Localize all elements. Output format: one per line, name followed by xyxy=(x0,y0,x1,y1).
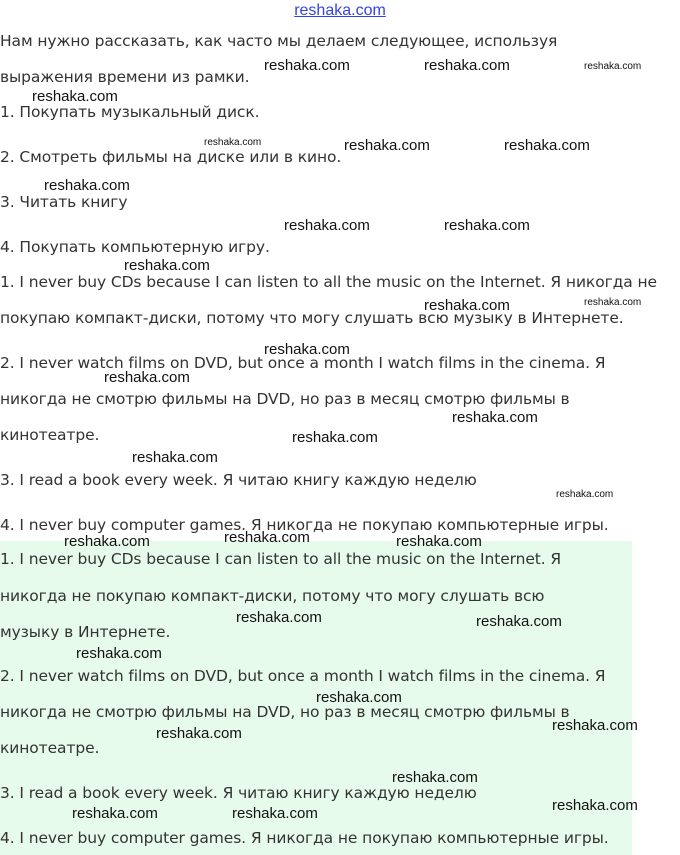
watermark: reshaka.com xyxy=(236,609,322,626)
watermark: reshaka.com xyxy=(72,805,158,822)
watermark: reshaka.com xyxy=(556,489,614,500)
watermark: reshaka.com xyxy=(424,57,510,74)
task-item: 3. Читать книгу xyxy=(0,193,128,211)
watermark: reshaka.com xyxy=(476,613,562,630)
watermark: reshaka.com xyxy=(396,533,482,550)
site-link[interactable]: reshaka.com xyxy=(294,2,386,19)
answer-line: никогда не смотрю фильмы на DVD, но раз в месяц смотрю фильмы в xyxy=(0,703,570,721)
translation-line: 1. I never buy CDs because I can listen to all the music on the Internet. Я никогда не xyxy=(0,273,657,291)
watermark: reshaka.com xyxy=(204,137,262,148)
intro-line: выражения времени из рамки. xyxy=(0,68,250,86)
watermark: reshaka.com xyxy=(264,57,350,74)
watermark: reshaka.com xyxy=(76,645,162,662)
watermark: reshaka.com xyxy=(104,369,190,386)
translation-line: покупаю компакт-диски, потому что могу слушать всю музыку в Интернете. xyxy=(0,309,624,327)
watermark: reshaka.com xyxy=(232,805,318,822)
watermark: reshaka.com xyxy=(224,529,310,546)
answer-line: никогда не покупаю компакт-диски, потому что могу слушать всю xyxy=(0,587,545,605)
watermark: reshaka.com xyxy=(424,297,510,314)
answer-line: 2. I never watch films on DVD, but once a month I watch films in the cinema. Я xyxy=(0,667,606,685)
watermark: reshaka.com xyxy=(44,177,130,194)
watermark: reshaka.com xyxy=(156,725,242,742)
answer-line: 3. I read a book every week. Я читаю книгу каждую неделю xyxy=(0,784,477,802)
task-item: 2. Смотреть фильмы на диске или в кино. xyxy=(0,148,342,166)
answer-line: музыку в Интернете. xyxy=(0,623,171,641)
translation-line: никогда не смотрю фильмы на DVD, но раз в месяц смотрю фильмы в xyxy=(0,390,570,408)
watermark: reshaka.com xyxy=(32,88,118,105)
watermark: reshaka.com xyxy=(504,137,590,154)
answer-line: кинотеатре. xyxy=(0,739,100,757)
intro-line: Нам нужно рассказать, как часто мы делаем следующее, используя xyxy=(0,32,558,50)
watermark: reshaka.com xyxy=(392,769,478,786)
watermark: reshaka.com xyxy=(584,61,642,72)
translation-line: 3. I read a book every week. Я читаю книгу каждую неделю xyxy=(0,471,477,489)
watermark: reshaka.com xyxy=(264,341,350,358)
watermark: reshaka.com xyxy=(552,797,638,814)
watermark: reshaka.com xyxy=(584,297,642,308)
translation-line: 2. I never watch films on DVD, but once a month I watch films in the cinema. Я xyxy=(0,354,606,372)
translation-line: кинотеатре. xyxy=(0,426,100,444)
answer-line: 4. I never buy computer games. Я никогда не покупаю компьютерные игры. xyxy=(0,829,609,847)
translation-line: 4. I never buy computer games. Я никогда не покупаю компьютерные игры. xyxy=(0,516,609,534)
watermark: reshaka.com xyxy=(292,429,378,446)
watermark: reshaka.com xyxy=(316,689,402,706)
watermark: reshaka.com xyxy=(344,137,430,154)
watermark: reshaka.com xyxy=(444,217,530,234)
watermark: reshaka.com xyxy=(64,533,150,550)
watermark: reshaka.com xyxy=(452,409,538,426)
watermark: reshaka.com xyxy=(124,257,210,274)
task-item: 4. Покупать компьютерную игру. xyxy=(0,238,270,256)
watermark: reshaka.com xyxy=(132,449,218,466)
watermark: reshaka.com xyxy=(284,217,370,234)
watermark: reshaka.com xyxy=(552,717,638,734)
answer-line: 1. I never buy CDs because I can listen to all the music on the Internet. Я xyxy=(0,550,562,568)
task-item: 1. Покупать музыкальный диск. xyxy=(0,103,260,121)
